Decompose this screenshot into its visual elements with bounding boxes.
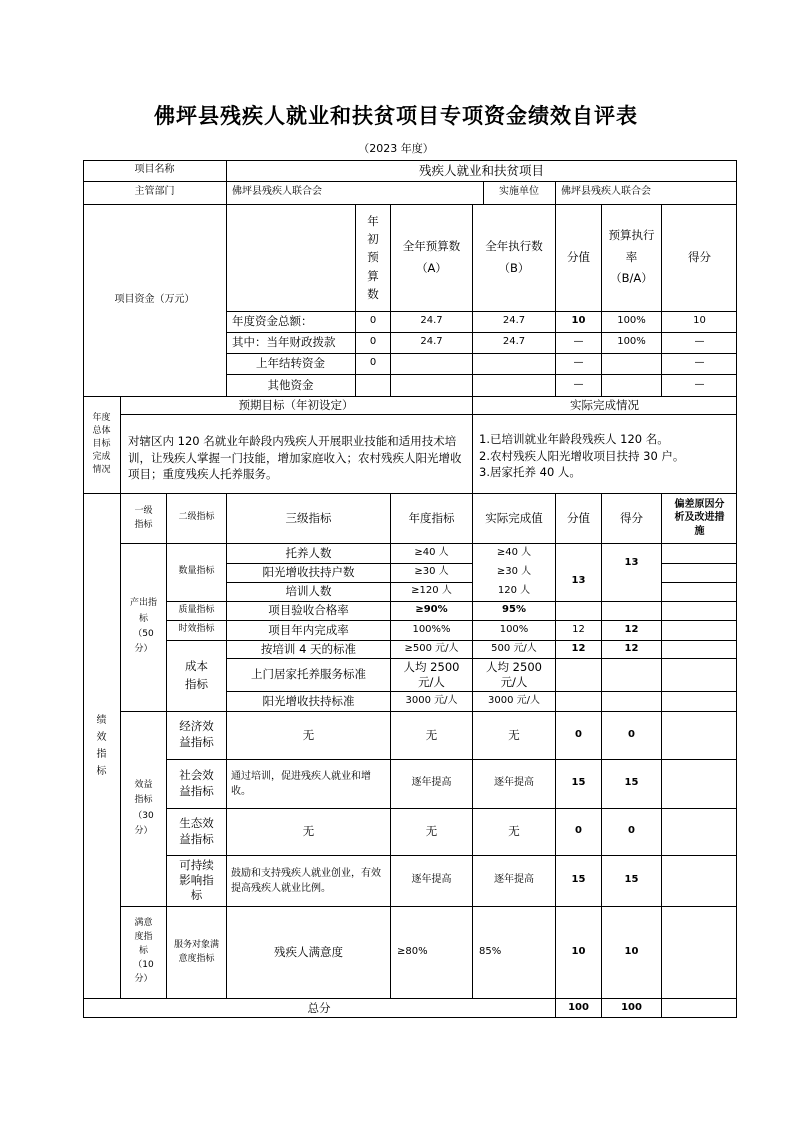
fund-row-budget: 24.7 xyxy=(420,336,443,348)
fund-row-rate xyxy=(602,374,661,396)
benefit-value: 15 xyxy=(571,777,586,789)
init-budget-header: 年初预算数 xyxy=(367,213,379,302)
fund-row-value: — xyxy=(573,357,584,369)
indicator-annual: 逐年提高 xyxy=(411,874,452,886)
indicator-name: 培训人数 xyxy=(285,584,332,599)
quantity-score: 13 xyxy=(624,557,639,568)
fund-row-budget xyxy=(391,374,472,396)
indicator-name: 鼓励和支持残疾人就业创业，有效提高残疾人就业比例。 xyxy=(231,867,381,894)
indicator-actual: 120 人 xyxy=(497,585,531,597)
project-name-label: 项目名称 xyxy=(134,164,175,176)
goals-label: 年度总体目标完成情况 xyxy=(92,412,111,476)
annual-exec-header: 全年执行数（B） xyxy=(485,238,543,275)
annual-target-header: 年度指标 xyxy=(408,510,455,525)
fund-row-label: 其中：当年财政拨款 xyxy=(232,335,336,350)
indicator-name: 项目年内完成率 xyxy=(268,622,349,637)
indicator-actual: 95% xyxy=(502,604,526,616)
benefit-value: 0 xyxy=(575,825,582,837)
indicator-annual: 无 xyxy=(425,727,438,742)
benefit-score: 15 xyxy=(624,777,639,789)
indicator-name: 无 xyxy=(302,727,315,742)
indicator-actual: 85% xyxy=(479,945,502,957)
indicator-annual: ≥90% xyxy=(415,604,448,616)
annual-budget-header: 全年预算数（A） xyxy=(402,238,461,275)
indicator-name: 托养人数 xyxy=(285,545,332,560)
fund-row-rate: 100% xyxy=(617,336,646,348)
quality-indicator-label: 质量指标 xyxy=(178,604,215,615)
total-label: 总分 xyxy=(307,1000,331,1015)
benefit-value: 0 xyxy=(575,728,582,740)
fund-row-budget: 24.7 xyxy=(420,315,443,327)
expected-goal-text: 对辖区内 120 名就业年龄段内残疾人开展职业技能和适用技术培训，让残疾人掌握一门技能，增加家庭收入；农村残疾人阳光增收项目；重度残疾人托养服务。 xyxy=(128,434,462,482)
fund-row-value: — xyxy=(573,336,584,348)
fund-row-score: — xyxy=(694,378,705,390)
score-value-header: 分值 xyxy=(567,250,590,265)
satisfaction-indicator-label: 满意度指标（10 分） xyxy=(133,918,154,984)
satisfaction-value: 10 xyxy=(571,945,586,957)
fund-row-exec: 24.7 xyxy=(502,336,526,348)
total-score: 100 xyxy=(621,1001,642,1013)
fund-row-init xyxy=(356,374,390,396)
level1-header: 一级指标 xyxy=(134,505,153,530)
satisfaction-sub-label: 服务对象满意度指标 xyxy=(173,939,219,964)
fund-row-init: 0 xyxy=(369,357,377,369)
time-score: 12 xyxy=(624,623,639,635)
fund-row-init: 0 xyxy=(369,315,377,327)
impl-label: 实施单位 xyxy=(499,186,539,198)
value-header: 分值 xyxy=(567,510,590,525)
indicator-name: 残疾人满意度 xyxy=(274,944,343,959)
indicator-name: 项目验收合格率 xyxy=(268,603,349,618)
actual-result-item: 1.已培训就业年龄段残疾人 120 名。 xyxy=(479,432,669,446)
project-name-value: 残疾人就业和扶贫项目 xyxy=(418,162,544,178)
indicator-annual: 3000 元/人 xyxy=(405,694,458,706)
level2-header: 二级指标 xyxy=(178,512,215,523)
indicator-annual: ≥80% xyxy=(397,945,428,957)
fund-row-label: 其他资金 xyxy=(267,377,314,392)
expected-goal-header: 预期目标（年初设定） xyxy=(238,397,354,412)
benefit-score: 0 xyxy=(628,825,635,837)
indicator-name: 无 xyxy=(302,824,315,839)
benefit-indicator-label: 效益指标（30 分） xyxy=(133,779,154,836)
indicator-annual: 无 xyxy=(425,824,438,839)
fund-row-budget xyxy=(391,353,472,374)
benefit-sub-label: 可持续影响指标 xyxy=(179,858,214,902)
total-value: 100 xyxy=(568,1001,589,1013)
fund-row-exec xyxy=(473,353,555,374)
cost-score: 12 xyxy=(624,642,639,654)
deviation-header: 偏差原因分析及改进措施 xyxy=(674,498,725,537)
cost-value: 12 xyxy=(571,642,586,654)
indicator-name: 阳光增收扶持标准 xyxy=(262,693,355,708)
indicator-actual: 人均 2500 元/人 xyxy=(486,660,542,689)
indicator-annual: 逐年提高 xyxy=(411,777,452,789)
cost-indicator-label: 成本指标 xyxy=(185,659,208,691)
indicator-actual: 无 xyxy=(508,727,520,742)
dept-value: 佛坪县残疾人联合会 xyxy=(232,186,322,198)
funds-label: 项目资金（万元） xyxy=(114,293,195,305)
fund-row-value: — xyxy=(573,378,584,390)
score-header: 得分 xyxy=(620,510,643,525)
fund-row-rate xyxy=(602,353,661,374)
indicator-name: 阳光增收扶持户数 xyxy=(262,565,355,580)
fund-row-init: 0 xyxy=(369,336,377,348)
satisfaction-score: 10 xyxy=(624,945,639,957)
fund-row-label: 上年结转资金 xyxy=(256,356,325,371)
indicator-annual: 人均 2500 元/人 xyxy=(403,660,460,689)
actual-result-list xyxy=(479,431,731,481)
level3-header: 三级指标 xyxy=(285,510,332,525)
indicator-actual: 100% xyxy=(499,623,529,635)
actual-result-item: 2.农村残疾人阳光增收项目扶持 30 户。 xyxy=(479,448,685,463)
indicator-actual: ≥30 人 xyxy=(496,566,532,578)
benefit-sub-label: 生态效益指标 xyxy=(179,815,214,846)
fund-row-label: 年度资金总额： xyxy=(232,314,313,329)
self-evaluation-table xyxy=(83,160,737,1018)
actual-result-item: 3.居家托养 40 人。 xyxy=(479,465,581,480)
indicator-actual: ≥40 人 xyxy=(496,546,532,558)
benefit-sub-label: 经济效益指标 xyxy=(179,719,214,749)
page-title: 佛坪县残疾人就业和扶贫项目专项资金绩效自评表 xyxy=(154,103,638,128)
fund-row-rate: 100% xyxy=(617,315,646,327)
indicators-section-label: 绩效指标 xyxy=(96,714,107,777)
fund-row-score: — xyxy=(694,336,705,348)
impl-value: 佛坪县残疾人联合会 xyxy=(561,186,651,198)
fund-row-value: 10 xyxy=(571,315,586,327)
time-indicator-label: 时效指标 xyxy=(178,624,215,635)
fund-row-exec: 24.7 xyxy=(502,315,526,327)
indicator-name: 通过培训，促进残疾人就业和增收。 xyxy=(231,770,371,797)
fund-row-exec xyxy=(473,374,555,396)
indicator-annual: ≥120 人 xyxy=(411,585,452,597)
indicator-annual: 100%% xyxy=(412,623,451,635)
indicator-annual: ≥40 人 xyxy=(414,546,449,558)
quantity-value: 13 xyxy=(571,575,586,587)
indicator-actual: 逐年提高 xyxy=(494,777,534,789)
fund-row-score: 10 xyxy=(693,315,706,327)
indicator-annual: ≥500 元/人 xyxy=(404,642,459,654)
actual-value-header: 实际完成值 xyxy=(485,510,543,525)
quantity-indicator-label: 数量指标 xyxy=(178,566,215,577)
exec-rate-header: 预算执行率（B/A） xyxy=(608,227,655,286)
indicator-name: 按培训 4 天的标准 xyxy=(260,641,357,656)
indicator-actual: 无 xyxy=(508,824,520,839)
score-header: 得分 xyxy=(688,250,711,265)
benefit-sub-label: 社会效益指标 xyxy=(179,767,214,798)
fund-row-score: — xyxy=(694,357,705,369)
report-year: （2023 年度） xyxy=(358,142,434,155)
indicator-annual: ≥30 人 xyxy=(414,566,449,578)
benefit-score: 15 xyxy=(624,874,639,886)
indicator-actual: 逐年提高 xyxy=(494,874,534,886)
indicator-name: 上门居家托养服务标准 xyxy=(251,667,366,682)
dept-label: 主管部门 xyxy=(134,186,175,198)
actual-result-header: 实际完成情况 xyxy=(570,397,639,412)
indicator-actual: 500 元/人 xyxy=(491,642,537,654)
benefit-value: 15 xyxy=(571,874,586,886)
indicator-actual: 3000 元/人 xyxy=(488,694,540,706)
output-indicator-label: 产出指标（50 分） xyxy=(130,598,158,655)
benefit-score: 0 xyxy=(628,728,635,740)
time-value: 12 xyxy=(572,623,585,635)
